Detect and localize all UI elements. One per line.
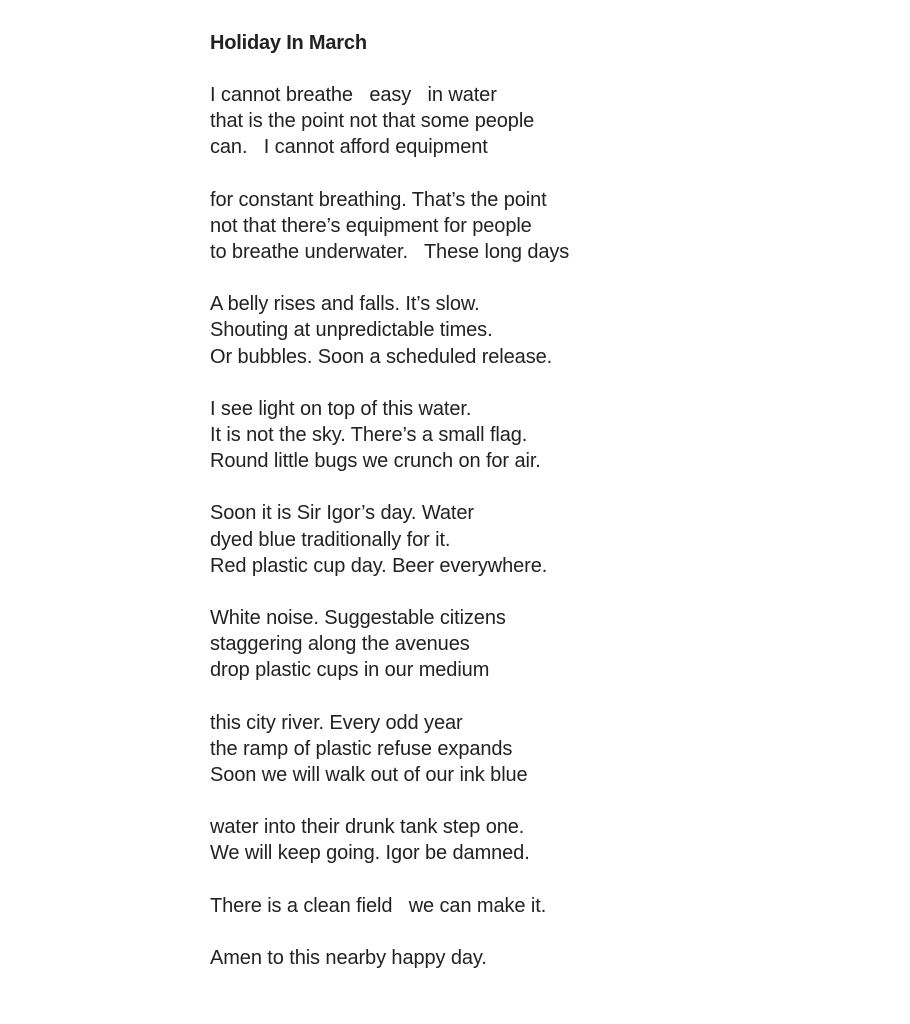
poem-line: A belly rises and falls. It’s slow. — [210, 293, 480, 316]
poem-line: I see light on top of this water. — [210, 397, 472, 420]
poem-line: Soon we will walk out of our ink blue — [210, 764, 528, 787]
poem-line: dyed blue traditionally for it. — [210, 528, 451, 551]
stanza-1 — [210, 82, 830, 161]
poem-line: Round little bugs we crunch on for air. — [210, 450, 541, 473]
poem-line: I cannot breathe easy in water — [210, 84, 497, 106]
poem-line: not that there’s equipment for people — [210, 214, 532, 237]
stanza-2 — [210, 187, 830, 266]
stanza-9 — [210, 893, 830, 919]
poem-line: this city river. Every odd year — [210, 711, 463, 734]
poem-line: There is a clean field we can make it. — [210, 894, 547, 917]
poem-line: We will keep going. Igor be damned. — [210, 842, 530, 865]
poem-line: drop plastic cups in our medium — [210, 659, 490, 682]
stanza-8 — [210, 814, 830, 866]
poem-line: for constant breathing. That’s the point — [210, 188, 547, 211]
poem — [210, 30, 830, 997]
stanza-5 — [210, 500, 830, 579]
poem-line: Or bubbles. Soon a scheduled release. — [210, 345, 553, 368]
poem-line: to breathe underwater. These long days — [210, 241, 570, 264]
poem-line: staggering along the avenues — [210, 633, 470, 656]
poem-line: It is not the sky. There’s a small flag. — [210, 424, 528, 447]
poem-line: Shouting at unpredictable times. — [210, 319, 493, 342]
poem-line: Amen to this nearby happy day. — [210, 946, 487, 969]
stanza-3 — [210, 291, 830, 370]
poem-line: Soon it is Sir Igor’s day. Water — [210, 502, 474, 525]
poem-line: Red plastic cup day. Beer everywhere. — [210, 554, 548, 577]
poem-line: water into their drunk tank step one. — [210, 816, 525, 839]
stanza-4 — [210, 396, 830, 475]
poem-line: White noise. Suggestable citizens — [210, 607, 506, 630]
stanza-7 — [210, 710, 830, 789]
poem-line: that is the point not that some people — [210, 110, 535, 133]
stanza-10 — [210, 945, 830, 971]
poem-line: the ramp of plastic refuse expands — [210, 737, 513, 760]
stanza-6 — [210, 605, 830, 684]
poem-line: can. I cannot afford equipment — [210, 136, 488, 159]
poem-title: Holiday In March — [210, 32, 367, 54]
